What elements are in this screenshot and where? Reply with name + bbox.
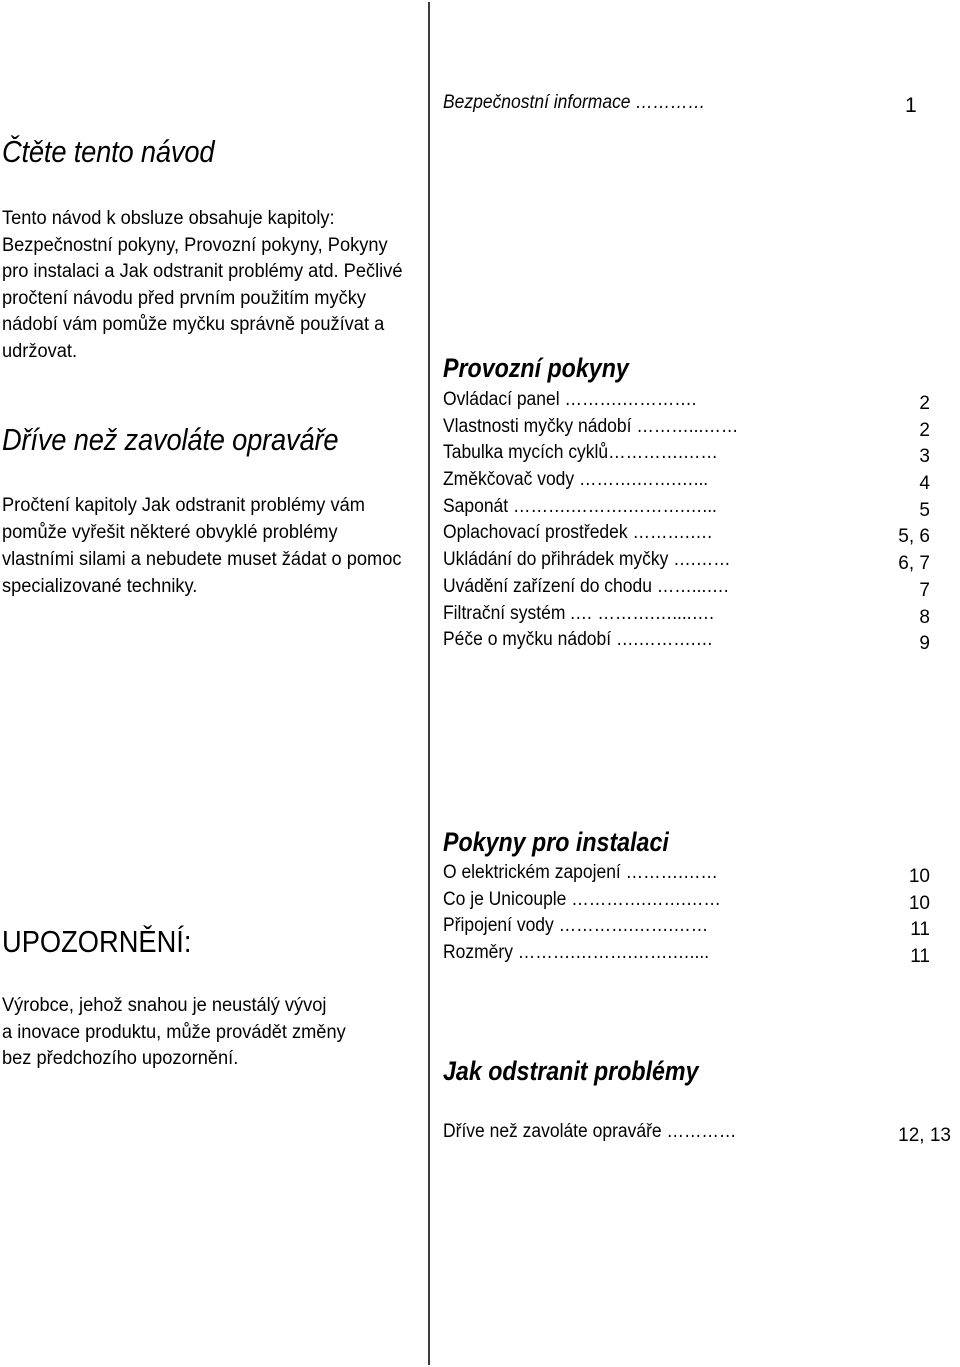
toc-item-label: Péče o myčku nádobí ….……….… bbox=[443, 629, 714, 651]
before-call-paragraph bbox=[2, 492, 418, 600]
toc-item-label: Tabulka mycích cyklů………….…… bbox=[443, 442, 718, 464]
toc-item-page: 9 bbox=[919, 633, 930, 655]
toc-item-page: 11 bbox=[910, 919, 930, 941]
before-call-line: pomůže vyřešit některé obvyklé problémy bbox=[2, 522, 338, 543]
toc-item[interactable] bbox=[443, 889, 953, 916]
toc-item-label: Připojení vody ………….…….…… bbox=[443, 915, 709, 937]
intro-line: pročtení návodu před prvním použitím myčky bbox=[2, 287, 366, 309]
before-call-line: specializované techniky. bbox=[2, 576, 198, 597]
before-call-title: Dříve než zavoláte opraváře bbox=[2, 422, 339, 457]
intro-line: udržovat. bbox=[2, 340, 78, 362]
toc-item-label: Vlastnosti myčky nádobí ………...…… bbox=[443, 415, 739, 437]
toc-item-page: 5, 6 bbox=[898, 526, 930, 548]
toc-item[interactable] bbox=[443, 862, 953, 889]
toc-safety-page: 1 bbox=[905, 94, 917, 117]
toc-item-page: 3 bbox=[919, 446, 930, 468]
intro-line: nádobí vám pomůže myčku správně používat a bbox=[2, 314, 385, 335]
warning-paragraph bbox=[2, 993, 360, 1073]
toc-item-page: 5 bbox=[919, 499, 930, 521]
toc-item-page: 10 bbox=[908, 866, 930, 887]
warning-line: Výrobce, jehož snahou je neustálý vývoj bbox=[2, 995, 327, 1016]
toc-item-label: Změkčovač vody ……….…….…... bbox=[443, 469, 709, 491]
toc-safety-label: Bezpečnostní informace ………… bbox=[443, 92, 706, 113]
toc-item-label: O elektrickém zapojení ……….…… bbox=[443, 862, 718, 883]
toc-installation-title: Pokyny pro instalaci bbox=[443, 827, 669, 857]
toc-item-page: 4 bbox=[919, 473, 930, 495]
toc-item[interactable] bbox=[443, 629, 953, 656]
toc-operation-title: Provozní pokyny bbox=[443, 353, 629, 383]
toc-item[interactable] bbox=[443, 576, 953, 603]
toc-item-page: 2 bbox=[919, 419, 930, 441]
intro-line: Tento návod k obsluze obsahuje kapitoly: bbox=[2, 208, 335, 229]
toc-item[interactable] bbox=[443, 942, 953, 969]
toc-item-label: Uvádění zařízení do chodu ……...…. bbox=[443, 575, 729, 597]
toc-item-page: 11 bbox=[910, 946, 930, 968]
toc-item[interactable] bbox=[443, 496, 953, 523]
toc-item-label: Ukládání do přihrádek myčky ….…… bbox=[443, 549, 731, 571]
toc-item-page: 6, 7 bbox=[898, 553, 930, 575]
intro-line: Bezpečnostní pokyny, Provozní pokyny, Pokyny bbox=[2, 234, 388, 256]
toc-item-label: Rozměry ……….……….…….….... bbox=[443, 942, 710, 964]
toc-item-label: Ovládací panel ……….…………. bbox=[443, 389, 697, 410]
intro-paragraph bbox=[2, 206, 419, 365]
toc-item-label: Saponát ……….……….……….…... bbox=[443, 495, 717, 517]
toc-item-label: Oplachovací prostředek ……….…. bbox=[443, 522, 713, 544]
toc-item-label: Filtrační systém .… ……….…....…. bbox=[443, 602, 714, 624]
toc-item-page: 12, 13 bbox=[898, 1125, 951, 1146]
toc-item-label: Dříve než zavoláte opraváře ………… bbox=[443, 1121, 737, 1142]
toc-item-page: 8 bbox=[919, 606, 930, 628]
toc-item[interactable] bbox=[443, 469, 953, 496]
toc-item[interactable] bbox=[443, 915, 953, 942]
toc-item-page: 7 bbox=[919, 579, 930, 601]
before-call-line: vlastními silami a nebudete muset žádat o pomoc bbox=[2, 549, 402, 570]
toc-item-label: Co je Unicouple ………….…….…… bbox=[443, 888, 721, 910]
warning-title: UPOZORNĚNÍ: bbox=[2, 924, 192, 959]
intro-line: pro instalaci a Jak odstranit problémy atd. Pečlivé bbox=[2, 261, 403, 282]
toc-installation-list bbox=[443, 862, 953, 969]
toc-item[interactable] bbox=[443, 549, 953, 576]
toc-item-page: 2 bbox=[919, 393, 930, 414]
warning-line: a inovace produktu, může provádět změny bbox=[2, 1021, 346, 1043]
toc-troubleshooting-list bbox=[443, 1121, 953, 1148]
warning-line: bez předchozího upozornění. bbox=[2, 1048, 239, 1069]
intro-title: Čtěte tento návod bbox=[2, 134, 215, 169]
toc-item[interactable] bbox=[443, 416, 953, 443]
column-divider bbox=[428, 2, 430, 1365]
toc-item[interactable] bbox=[443, 603, 953, 630]
before-call-line: Pročtení kapitoly Jak odstranit problémy vám bbox=[2, 495, 365, 516]
toc-item[interactable] bbox=[443, 389, 953, 416]
toc-item[interactable] bbox=[443, 522, 953, 549]
toc-troubleshooting-title: Jak odstranit problémy bbox=[443, 1056, 699, 1086]
toc-item[interactable] bbox=[443, 1121, 953, 1148]
toc-item-page: 10 bbox=[908, 892, 930, 914]
toc-item[interactable] bbox=[443, 442, 953, 469]
toc-operation-list bbox=[443, 389, 953, 656]
